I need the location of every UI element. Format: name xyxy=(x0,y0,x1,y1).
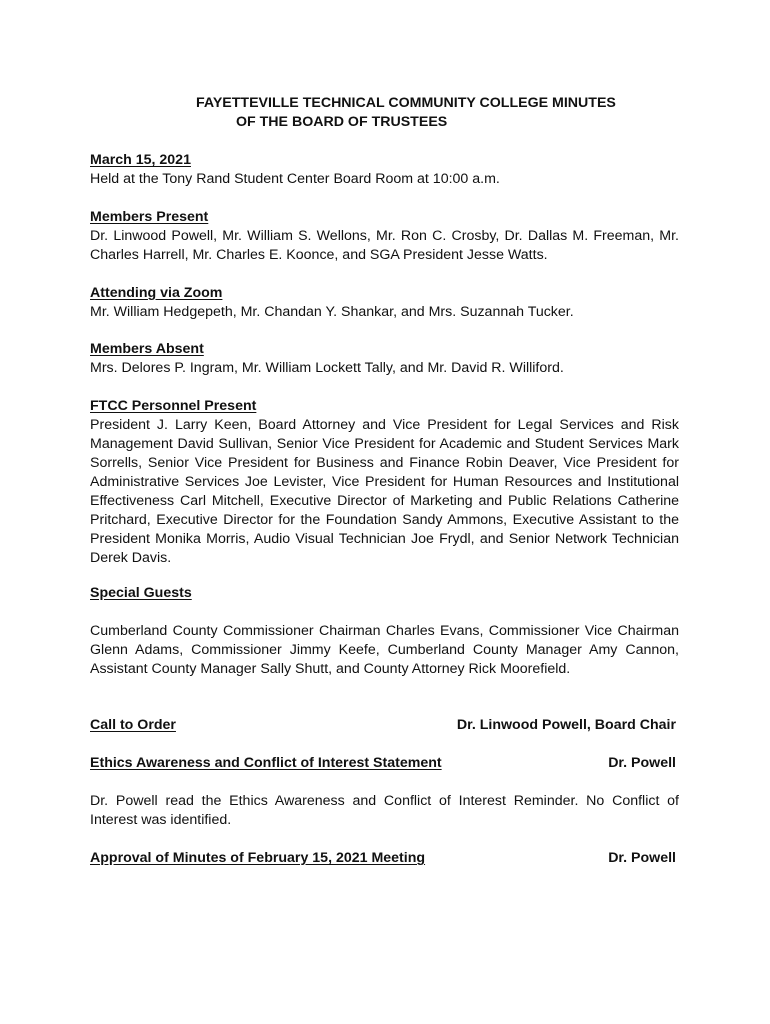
personnel-present-section xyxy=(90,397,679,568)
title-line-2: OF THE BOARD OF TRUSTEES xyxy=(236,114,448,130)
special-guests-text: Cumberland County Commissioner Chairman Charles Evans, Commissioner Vice Chairman Glenn Adams, Commissioner Jimmy Keefe, Cumberland County Manager Amy Cannon, Assistant County Manager Sally Shutt, and County Attorney Rick Moorefield. xyxy=(90,623,679,677)
attending-zoom-text: Mr. William Hedgepeth, Mr. Chandan Y. Shankar, and Mrs. Suzannah Tucker. xyxy=(90,304,574,320)
call-to-order-row xyxy=(90,716,676,735)
ethics-label: Ethics Awareness and Conflict of Interest Statement xyxy=(90,755,442,771)
meeting-info xyxy=(90,151,679,189)
approval-minutes-presenter: Dr. Powell xyxy=(608,850,676,866)
call-to-order-presenter: Dr. Linwood Powell, Board Chair xyxy=(456,717,676,733)
document-title xyxy=(90,94,680,132)
members-present-section xyxy=(90,208,679,265)
personnel-present-text: President J. Larry Keen, Board Attorney and Vice President for Legal Services and Risk Management David Sullivan, Senior Vice President for Academic and Student Services Mark Sorrells, Senior Vice President for Business and Finance Robin Deaver, Vice President for Administrative Services Joe Levister, Vice President for Human Resources and Institutional Effectiveness Carl Mitchell, Executive Director of Marketing and Public Relations Catherine Pritchard, Executive Director for the Foundation Sandy Ammons, Executive Assistant to the President Monika Morris, Audio Visual Technician Joe Frydl, and Senior Network Technician Derek Davis. xyxy=(90,417,679,566)
ethics-row xyxy=(90,754,676,773)
approval-minutes-row xyxy=(90,849,676,868)
ethics-text: Dr. Powell read the Ethics Awareness and Conflict of Interest Reminder. No Conflict of Interest was identified. xyxy=(90,793,679,828)
members-present-text: Dr. Linwood Powell, Mr. William S. Wellons, Mr. Ron C. Crosby, Dr. Dallas M. Freeman, Mr. Charles Harrell, Mr. Charles E. Koonce, and SGA President Jesse Watts. xyxy=(90,228,679,263)
personnel-present-heading: FTCC Personnel Present xyxy=(90,398,257,414)
members-absent-heading: Members Absent xyxy=(90,341,204,357)
members-absent-section xyxy=(90,340,679,378)
attending-zoom-section xyxy=(90,284,679,322)
ethics-presenter: Dr. Powell xyxy=(608,755,676,771)
approval-minutes-label: Approval of Minutes of February 15, 2021 Meeting xyxy=(90,850,426,866)
special-guests-section xyxy=(90,584,679,679)
call-to-order-label: Call to Order xyxy=(90,717,176,733)
title-line-1: FAYETTEVILLE TECHNICAL COMMUNITY COLLEGE MINUTES xyxy=(196,95,616,111)
meeting-location: Held at the Tony Rand Student Center Board Room at 10:00 a.m. xyxy=(90,171,500,187)
meeting-date: March 15, 2021 xyxy=(90,152,191,168)
special-guests-heading: Special Guests xyxy=(90,585,192,601)
attending-zoom-heading: Attending via Zoom xyxy=(90,285,223,301)
members-absent-text: Mrs. Delores P. Ingram, Mr. William Lockett Tally, and Mr. David R. Williford. xyxy=(90,360,564,376)
members-present-heading: Members Present xyxy=(90,209,209,225)
